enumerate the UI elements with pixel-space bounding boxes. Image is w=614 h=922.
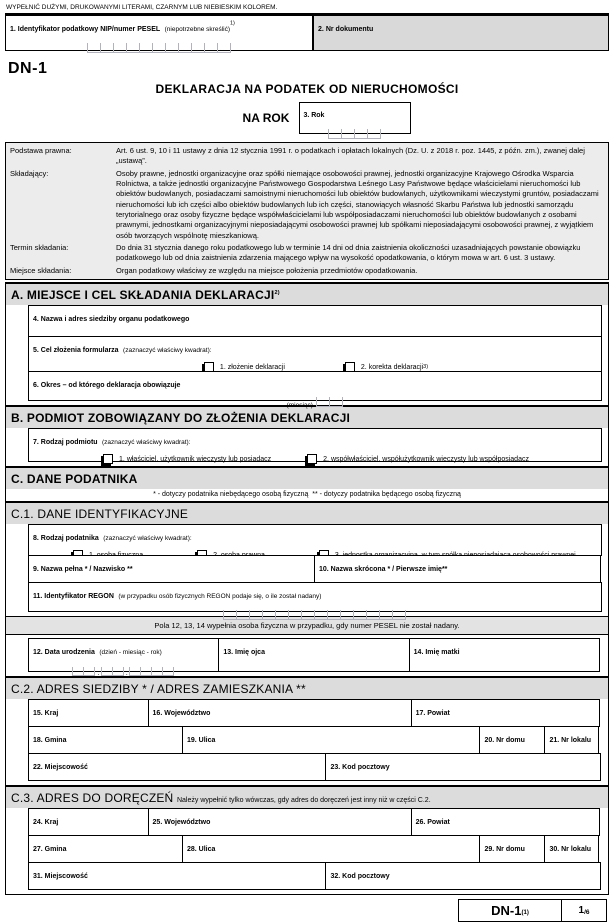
year-input-cells[interactable] <box>329 129 381 139</box>
option-label: 1. właściciel, użytkownik wieczysty lub posiadacz <box>119 455 272 463</box>
field-7-rodzaj-podmiotu <box>28 428 602 462</box>
section-c3-note: Należy wypełnić tylko wówczas, gdy adres do doręczeń jest inny niż w części C.2. <box>176 797 431 805</box>
birthdate-input-cells[interactable]: . . <box>73 667 173 676</box>
field-23-kod-pocztowy[interactable] <box>325 753 601 781</box>
field-8-note: (zaznaczyć właściwy kwadrat): <box>103 535 192 543</box>
footer-form-version: (1) <box>521 910 529 917</box>
field-15-kraj[interactable] <box>28 699 149 727</box>
field-19-ulica[interactable] <box>182 726 480 754</box>
legal-label: Podstawa prawna: <box>10 146 72 155</box>
field-25-label: 25. Województwo <box>152 819 211 827</box>
section-c1-body <box>5 524 609 677</box>
section-c3-body <box>5 808 609 895</box>
section-a-header: A. MIEJSCE I CEL SKŁADANIA DEKLARACJI$^{2)}$ <box>5 282 609 306</box>
legal-text: Organ podatkowy właściwy ze względu na miejsce położenia przedmiotów opodatkowania. <box>116 265 418 275</box>
option-label: 2. współwłaściciel, współużytkownik wieczysty lub współposiadacz <box>323 455 529 463</box>
checkbox-wspolwlasciciel[interactable] <box>307 454 317 464</box>
field-30-label: 30. Nr lokalu <box>549 846 592 854</box>
field-5-label: 5. Cel złożenia formularza <box>33 347 119 355</box>
field-11-label: 11. Identyfikator REGON <box>33 593 114 601</box>
option-korekta-deklaracji[interactable]: 2. korekta deklaracji 3) <box>343 362 428 372</box>
footnote-1-marker: 1) <box>230 20 235 27</box>
field-6-okres[interactable] <box>28 371 602 410</box>
field-31-miejscowosc[interactable] <box>28 862 326 890</box>
field-28-label: 28. Ulica <box>186 846 216 854</box>
field-10-label: 10. Nazwa skrócona * / Pierwsze imię** <box>319 566 448 574</box>
field-1-label: 1. Identyfikator podatkowy NIP/numer PESEL <box>10 26 161 33</box>
year-row <box>45 102 609 134</box>
field-21-nr-lokalu[interactable] <box>544 726 599 754</box>
field-1-note: (niepotrzebne skreślić) <box>164 26 230 33</box>
field-18-gmina[interactable] <box>28 726 183 754</box>
legal-info-block <box>5 142 609 280</box>
field-32-label: 32. Kod pocztowy <box>330 873 390 881</box>
section-b-header: B. PODMIOT ZOBOWIĄZANY DO ZŁOŻENIA DEKLARACJI <box>5 405 609 429</box>
field-6-label: 6. Okres – od którego deklaracja obowiązuje <box>33 382 181 390</box>
field-5-cel-zlozenia <box>28 336 602 372</box>
field-15-label: 15. Kraj <box>33 710 59 718</box>
note-fields-12-14: Pola 12, 13, 14 wypełnia osoba fizyczna w przypadku, gdy numer PESEL nie został nadany. <box>6 616 608 635</box>
section-c2-body <box>5 699 609 786</box>
field-17-powiat[interactable] <box>411 699 600 727</box>
field-11-regon[interactable] <box>28 582 602 612</box>
field-25-wojewodztwo[interactable] <box>148 808 412 836</box>
form-title: DEKLARACJA NA PODATEK OD NIERUCHOMOŚCI <box>155 82 459 96</box>
field-1-nip-pesel[interactable] <box>5 15 313 51</box>
legal-label: Termin składania: <box>10 243 69 253</box>
field-30-nr-lokalu[interactable] <box>544 835 599 863</box>
option-wspolwlasciciel[interactable] <box>305 454 529 464</box>
field-28-ulica[interactable] <box>182 835 480 863</box>
field-18-label: 18. Gmina <box>33 737 67 745</box>
field-11-note: (w przypadku osób fizycznych REGON podaje się, o ile został nadany) <box>118 593 322 601</box>
field-2-label: 2. Nr dokumentu <box>318 26 374 33</box>
field-32-kod-pocztowy[interactable] <box>325 862 601 890</box>
field-7-note: (zaznaczyć właściwy kwadrat): <box>102 439 191 447</box>
legal-text: Do dnia 31 stycznia danego roku podatkowego lub w terminie 14 dni od dnia zaistnienia okoliczności uzasadniających powstanie obowiązku podatkowego lub od dnia zaistnienia zdarzenia mającego wpływ na wysokość opodatkowania, o którym mowa w art. 6 ust. 3 ustawy. <box>116 243 581 263</box>
field-4-organ-podatkowy[interactable] <box>28 305 602 337</box>
field-27-gmina[interactable] <box>28 835 183 863</box>
footnote-2-marker: 2) <box>274 290 280 297</box>
field-22-miejscowosc[interactable] <box>28 753 326 781</box>
form-frame <box>5 282 609 895</box>
field-6-hint: (miesiąc) <box>286 402 313 410</box>
field-12-data-urodzenia[interactable] <box>28 638 219 678</box>
identifier-row <box>5 15 609 51</box>
field-29-nr-domu[interactable] <box>479 835 545 863</box>
checkbox-wlasciciel[interactable] <box>103 454 113 464</box>
field-23-label: 23. Kod pocztowy <box>330 764 390 772</box>
footer-form-code: DN-1 (1) <box>458 899 562 922</box>
field-9-nazwa-pelna[interactable] <box>28 555 315 583</box>
legal-row <box>6 145 608 168</box>
field-26-powiat[interactable] <box>411 808 600 836</box>
nip-pesel-input-cells[interactable] <box>88 43 231 53</box>
legal-label: Miejsce składania: <box>10 265 72 275</box>
field-16-wojewodztwo[interactable] <box>148 699 412 727</box>
field-3-rok[interactable] <box>299 102 411 134</box>
field-22-label: 22. Miejscowość <box>33 764 88 772</box>
section-a-body <box>5 305 609 410</box>
field-31-label: 31. Miejscowość <box>33 873 88 881</box>
legal-text: Art. 6 ust. 9, 10 i 11 ustawy z dnia 12 stycznia 1991 r. o podatkach i opłatach lokalnych (Dz. U. z 2018 r. poz. 1445, z późn. zm.), zwanej dalej „ustawą”. <box>116 146 585 166</box>
legal-row <box>6 168 608 242</box>
field-21-label: 21. Nr lokalu <box>549 737 592 745</box>
footer-page-number: 1 /6 <box>561 899 607 922</box>
field-3-label: 3. Rok <box>303 112 325 119</box>
field-16-label: 16. Województwo <box>152 710 211 718</box>
field-12-label: 12. Data urodzenia <box>33 649 95 657</box>
regon-input-cells[interactable] <box>224 610 406 620</box>
field-17-label: 17. Powiat <box>415 710 450 718</box>
field-13-label: 13. Imię ojca <box>223 649 265 657</box>
section-c2-header: C.2. ADRES SIEDZIBY * / ADRES ZAMIESZKANIA ** <box>5 676 609 700</box>
option-wlasciciel[interactable] <box>101 454 271 464</box>
field-13-imie-ojca[interactable] <box>218 638 409 672</box>
legal-text: Osoby prawne, jednostki organizacyjne oraz spółki niemające osobowości prawnej, jednostki organizacyjne Krajowego Ośrodka Wsparcia Rolnictwa, a także jednostki organizacyjne Państwowego Gospodarstwa Leśnego Lasy Państwowe będące właścicielami nieruchomości lub obiektów budowlanych, posiadaczami samoistnymi nieruchomości lub obiektów budowlanych, użytkownikami wieczystymi gruntów, posiadaczami nieruchomości lub ich części albo obiektów budowlanych lub ich części, stanowiących własność Skarbu Państwa lub jednostki samorządu terytorialnego oraz osoby fizyczne będące współwłaścicielami lub współposiadaczami nieruchomości lub obiektów budowlanych z osobami prawnymi, jednostkami organizacyjnymi nieposiadającymi osobowości prawnej lub spółkami nieposiadającymi osobowości prawnej, z wyjątkiem osób tworzących wspólnotę mieszkaniową. <box>116 168 599 240</box>
field-29-label: 29. Nr domu <box>484 846 525 854</box>
field-4-label: 4. Nazwa i adres siedziby organu podatkowego <box>33 316 190 324</box>
field-7-label: 7. Rodzaj podmiotu <box>33 439 98 447</box>
option-label: 1. złożenie deklaracji <box>219 363 285 371</box>
section-c-note: * - dotyczy podatnika niebędącego osobą fizyczną ** - dotyczy podatnika będącego osobą fizyczną <box>5 489 609 502</box>
legal-row <box>6 265 608 277</box>
field-12-note: (dzień - miesiąc - rok) <box>99 649 162 657</box>
page-footer <box>5 899 609 922</box>
legal-label: Składający: <box>10 168 49 178</box>
field-19-label: 19. Ulica <box>186 737 216 745</box>
field-10-nazwa-skrocona[interactable] <box>314 555 601 583</box>
year-prefix: NA ROK <box>242 111 290 125</box>
field-20-nr-domu[interactable] <box>479 726 545 754</box>
field-14-label: 14. Imię matki <box>413 649 460 657</box>
field-14-imie-matki[interactable] <box>409 638 600 672</box>
field-2-nr-dokumentu <box>313 15 609 51</box>
section-c3-header: C.3. ADRES DO DORĘCZEŃ Należy wypełnić tylko wówczas, gdy adres do doręczeń jest inny niż w części C.2. <box>5 785 609 809</box>
section-b-body <box>5 428 609 467</box>
field-20-label: 20. Nr domu <box>484 737 525 745</box>
fill-instruction: WYPEŁNIĆ DUŻYMI, DRUKOWANYMI LITERAMI, CZARNYM LUB NIEBIESKIM KOLOREM. <box>5 3 609 15</box>
option-label: 2. korekta deklaracji <box>360 363 424 371</box>
legal-row <box>6 242 608 265</box>
form-code: DN-1 <box>8 60 48 77</box>
field-8-rodzaj-podatnika <box>28 524 602 556</box>
section-c1-header: C.1. DANE IDENTYFIKACYJNE <box>5 501 609 525</box>
field-24-label: 24. Kraj <box>33 819 59 827</box>
field-5-note: (zaznaczyć właściwy kwadrat): <box>123 347 212 355</box>
section-c-header: C. DANE PODATNIKA <box>5 466 609 490</box>
field-24-kraj[interactable] <box>28 808 149 836</box>
field-26-label: 26. Powiat <box>415 819 450 827</box>
field-27-label: 27. Gmina <box>33 846 67 854</box>
field-9-label: 9. Nazwa pełna * / Nazwisko ** <box>33 566 133 574</box>
field-8-label: 8. Rodzaj podatnika <box>33 535 99 543</box>
month-input-cells[interactable] <box>317 397 343 407</box>
